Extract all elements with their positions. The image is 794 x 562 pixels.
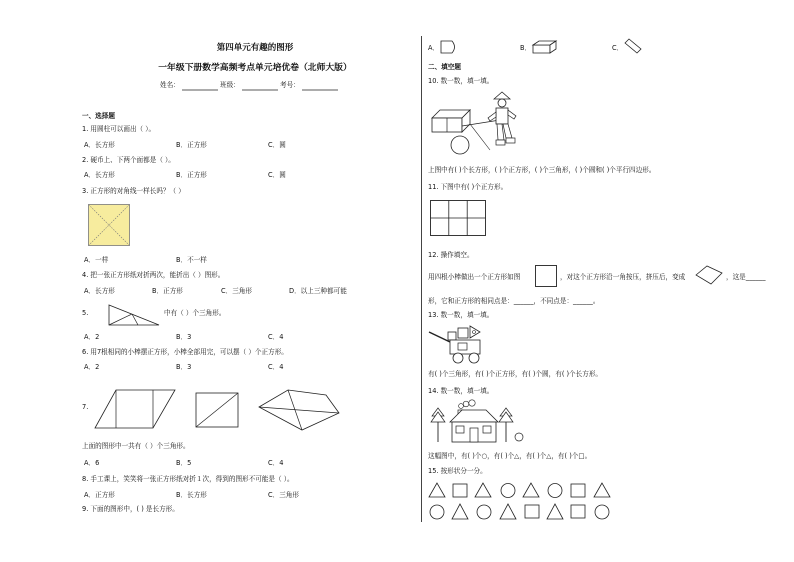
q9-shape-a-icon bbox=[440, 40, 458, 54]
q2-stem: 2. 硬币上、下两个面都是（ ）。 bbox=[82, 156, 175, 164]
q14-answer-line[interactable]: 这幅图中，有( )个○，有( )个△，有( )个△，有( )个□。 bbox=[428, 452, 592, 460]
q7-option-c[interactable]: C．4 bbox=[268, 459, 284, 467]
q6-option-b[interactable]: B．3 bbox=[176, 363, 192, 371]
page-title: 第四单元有趣的图形 bbox=[216, 43, 294, 53]
q8-stem: 8. 手工课上，笑笑将一张正方形纸对折１次，得到的图形不可能是（ ）。 bbox=[82, 475, 294, 483]
q12-line2[interactable]: 形，它和正方形的相同点是：______，不同点是：______。 bbox=[428, 297, 600, 305]
name-label: 姓名： bbox=[160, 81, 180, 89]
q15-shapes-figure bbox=[428, 482, 618, 522]
q5-option-c[interactable]: C．4 bbox=[268, 333, 284, 341]
section-fill-blank: 二、填空题 bbox=[428, 63, 461, 71]
q7-number: 7. bbox=[82, 403, 89, 411]
q9-tilted-rectangle-icon bbox=[624, 38, 642, 54]
q2-option-c[interactable]: C．圆 bbox=[268, 171, 286, 179]
exam-no-blank[interactable] bbox=[302, 89, 338, 91]
q1-option-b[interactable]: B．正方形 bbox=[176, 141, 207, 149]
q11-stem: 11. 下图中有( )个正方形。 bbox=[428, 183, 508, 191]
q13-stem: 13. 数一数，填一填。 bbox=[428, 311, 494, 319]
section-choice: 一、选择题 bbox=[82, 112, 115, 120]
q5-triangle-figure bbox=[108, 304, 160, 326]
q12-line1-part2: ，对这个正方形沿一角按压，挤压后，变成 bbox=[560, 273, 686, 281]
q9-cuboid-icon bbox=[532, 40, 558, 54]
q8-option-a[interactable]: A．正方形 bbox=[84, 491, 115, 499]
q1-option-c[interactable]: C．圆 bbox=[268, 141, 286, 149]
q4-option-a[interactable]: A．长方形 bbox=[84, 287, 115, 295]
q14-house-scene-figure bbox=[428, 398, 524, 444]
q5-option-a[interactable]: A．2 bbox=[84, 333, 100, 341]
q10-answer-line[interactable]: 上图中有( )个长方形，( )个正方形，( )个三角形，( )个圆和( )个平行四边形。 bbox=[428, 166, 656, 174]
class-label: 班级： bbox=[220, 81, 240, 89]
q6-option-a[interactable]: A．2 bbox=[84, 363, 100, 371]
q9-option-a[interactable]: A． bbox=[428, 44, 440, 52]
q6-stem: 6. 用7根相同的小棒摆正方形，小棒全部用完，可以摆（ ）个正方形。 bbox=[82, 348, 288, 356]
q7-parallelogram-figure bbox=[94, 389, 176, 429]
q5-text: 中有（ ）个三角形。 bbox=[164, 309, 226, 317]
q13-answer-line[interactable]: 有( )个三角形，有( )个正方形，有( )个圆，有( )个长方形。 bbox=[428, 370, 603, 378]
q2-option-a[interactable]: A．长方形 bbox=[84, 171, 115, 179]
exam-no-label: 考号： bbox=[280, 81, 300, 89]
q4-option-c[interactable]: C．三角形 bbox=[221, 287, 252, 295]
q12-line1-part1: 用四根小棒做出一个正方形如图 bbox=[428, 273, 521, 281]
q3-stem: 3. 正方形的对角线一样长吗？（ ） bbox=[82, 187, 185, 195]
q4-option-b[interactable]: B．正方形 bbox=[152, 287, 183, 295]
q3-square-figure bbox=[88, 204, 130, 246]
q7-text: 上面的图形中一共有（ ）个三角形。 bbox=[82, 442, 190, 450]
q4-option-d[interactable]: D．以上三种都可能 bbox=[289, 287, 347, 295]
q12-rhombus-figure bbox=[695, 265, 723, 285]
q2-option-b[interactable]: B．正方形 bbox=[176, 171, 207, 179]
column-divider bbox=[421, 36, 422, 522]
q6-option-c[interactable]: C．4 bbox=[268, 363, 284, 371]
q1-stem: 1. 用圆柱可以画出（ ）。 bbox=[82, 125, 156, 133]
q3-option-b[interactable]: B．不一样 bbox=[176, 256, 207, 264]
q8-option-c[interactable]: C．三角形 bbox=[268, 491, 299, 499]
q7-rectangle-figure bbox=[195, 392, 239, 428]
q5-number: 5. bbox=[82, 309, 89, 317]
q7-option-a[interactable]: A．6 bbox=[84, 459, 100, 467]
q12-line1-part3[interactable]: ，这是______ bbox=[726, 273, 766, 281]
q10-stem: 10. 数一数，填一填。 bbox=[428, 77, 494, 85]
q5-option-b[interactable]: B．3 bbox=[176, 333, 192, 341]
q4-stem: 4. 把一张正方形纸对折两次，能折出（ ）图形。 bbox=[82, 271, 225, 279]
q12-square-figure bbox=[535, 265, 557, 287]
q9-stem: 9. 下面的图形中，( ) 是长方形。 bbox=[82, 505, 179, 513]
q13-robot-car-figure bbox=[428, 322, 486, 366]
q1-option-a[interactable]: A．长方形 bbox=[84, 141, 115, 149]
q3-option-a[interactable]: A．一样 bbox=[84, 256, 109, 264]
q12-stem: 12. 操作填空。 bbox=[428, 251, 474, 259]
page-subtitle: 一年级下册数学高频考点单元培优卷（北师大版） bbox=[158, 63, 352, 73]
q14-stem: 14. 数一数，填一填。 bbox=[428, 387, 494, 395]
q8-option-b[interactable]: B．长方形 bbox=[176, 491, 207, 499]
q7-option-b[interactable]: B．5 bbox=[176, 459, 192, 467]
q10-cart-figure bbox=[430, 90, 522, 158]
q7-pentagon-figure bbox=[258, 389, 340, 431]
q15-stem: 15. 按形状分一分。 bbox=[428, 467, 487, 475]
q9-option-c[interactable]: C． bbox=[612, 44, 624, 52]
name-blank[interactable] bbox=[182, 89, 218, 91]
q11-grid-figure bbox=[430, 200, 486, 236]
class-blank[interactable] bbox=[242, 89, 278, 91]
q9-option-b[interactable]: B． bbox=[520, 44, 532, 52]
